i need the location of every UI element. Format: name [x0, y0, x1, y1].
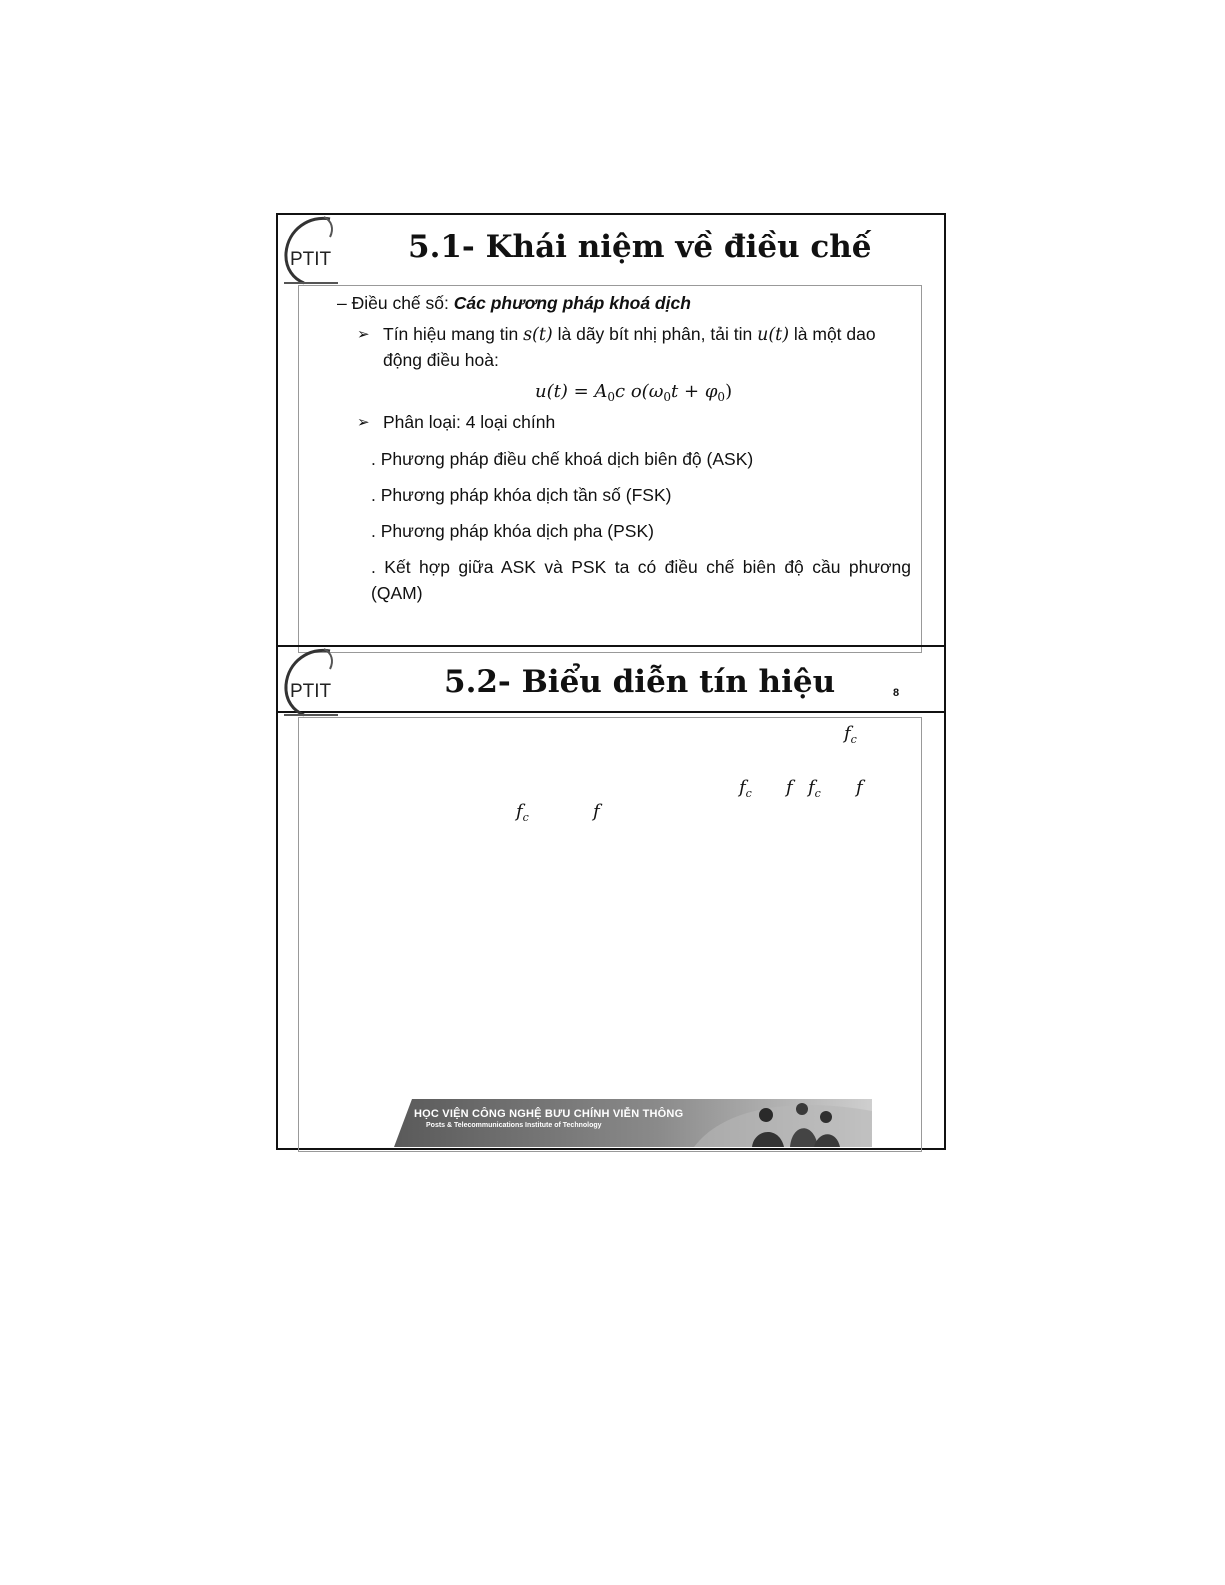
banner-title: HỌC VIỆN CÔNG NGHỆ BƯU CHÍNH VIỄN THÔNG	[414, 1108, 684, 1120]
banner-subtitle: Posts & Telecommunications Institute of Technology	[426, 1122, 602, 1129]
carrier-u-t: u(t)	[757, 325, 790, 345]
method-qam-line2: (QAM)	[371, 583, 423, 603]
content-frame	[298, 717, 922, 1152]
math-fragment: $f_c$	[739, 777, 752, 800]
dash-line-emphasis: Các phương pháp khoá dịch	[453, 293, 691, 313]
arrow-bullet-icon: ➢	[357, 326, 370, 343]
math-fragment: f	[593, 801, 600, 822]
carrier-equation: $u(t) = A_0c$ $o(\omega_0t + \varphi_0)$	[535, 381, 733, 404]
dash-line	[337, 292, 691, 314]
bullet1-line1: Tín hiệu mang tin s(t) là dãy bít nhị phân, tải tin u(t) là một dao	[383, 324, 876, 345]
slide-title: 5.1- Khái niệm về điều chế	[408, 229, 872, 265]
method-ask: . Phương pháp điều chế khoá dịch biên độ (ASK)	[371, 449, 754, 469]
slide-title: 5.2- Biểu diễn tín hiệu	[444, 664, 836, 700]
dash-line-prefix: – Điều chế số:	[337, 293, 454, 313]
math-fragment: f	[856, 777, 863, 798]
institute-banner	[394, 1097, 872, 1147]
method-qam-line1: . Kết hợp giữa ASK và PSK ta có điều chế biên độ cầu phương	[371, 557, 911, 577]
slide-5-1	[278, 215, 944, 649]
math-fragment: f	[786, 777, 793, 798]
method-fsk: . Phương pháp khóa dịch tần số (FSK)	[371, 485, 672, 505]
math-fragment: $f_c$	[844, 723, 857, 746]
slide-divider	[278, 645, 944, 647]
logo-text: PTIT	[290, 681, 332, 702]
ptit-logo-icon	[280, 647, 342, 719]
bullet1-line2: động điều hoà:	[383, 350, 499, 370]
arrow-bullet-icon: ➢	[357, 414, 370, 431]
ptit-logo-icon	[280, 215, 342, 287]
method-psk: . Phương pháp khóa dịch pha (PSK)	[371, 521, 654, 541]
slide-5-2	[278, 649, 944, 1148]
page-number: 8	[893, 687, 900, 699]
logo-text: PTIT	[290, 249, 332, 270]
math-fragment: $f_c$	[808, 777, 821, 800]
signal-s-t: s(t)	[523, 325, 553, 345]
classification-bullet: Phân loại: 4 loại chính	[383, 412, 556, 432]
math-fragment: $f_c$	[516, 801, 529, 824]
document-sheet	[276, 213, 946, 1150]
